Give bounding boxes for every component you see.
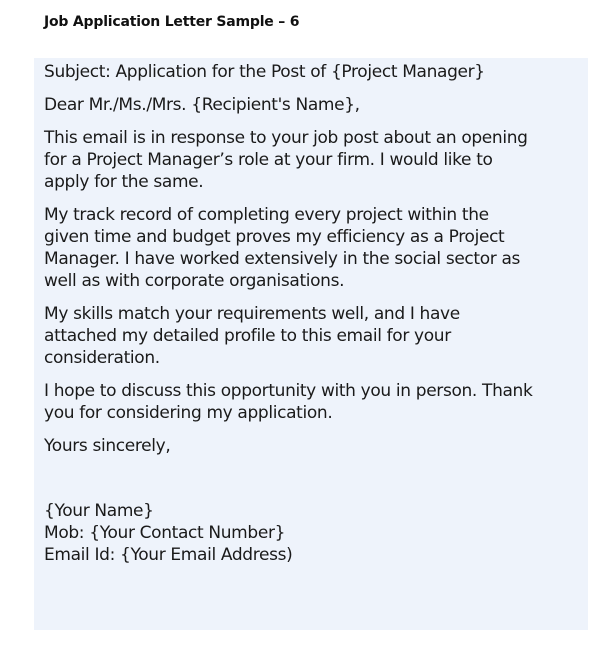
closing-line: Yours sincerely, <box>44 436 171 456</box>
paragraph-1 <box>44 127 584 193</box>
paragraph-2 <box>44 204 584 292</box>
paragraph-line: you for considering my application. <box>44 403 333 423</box>
salutation-line: Dear Mr./Ms./Mrs. {Recipient's Name}, <box>44 95 360 115</box>
subject-line: Subject: Application for the Post of {Project Manager} <box>44 62 485 82</box>
paragraph-line: Manager. I have worked extensively in the social sector as <box>44 249 521 269</box>
letter-closing <box>44 435 584 457</box>
signature-block <box>44 500 584 566</box>
paragraph-line: My skills match your requirements well, and I have <box>44 304 460 324</box>
paragraph-3 <box>44 303 584 369</box>
paragraph-line: attached my detailed profile to this email for your <box>44 326 451 346</box>
signature-mobile: Mob: {Your Contact Number} <box>44 523 286 543</box>
letter-body <box>44 61 584 566</box>
document-title: Job Application Letter Sample – 6 <box>44 14 300 30</box>
signature-name: {Your Name} <box>44 501 154 521</box>
paragraph-4 <box>44 380 584 424</box>
paragraph-line: consideration. <box>44 348 160 368</box>
paragraph-line: apply for the same. <box>44 172 204 192</box>
letter-salutation <box>44 94 584 116</box>
paragraph-line: I hope to discuss this opportunity with you in person. Thank <box>44 381 533 401</box>
paragraph-line: given time and budget proves my efficiency as a Project <box>44 227 505 247</box>
paragraph-line: well as with corporate organisations. <box>44 271 345 291</box>
signature-email: Email Id: {Your Email Address) <box>44 545 293 565</box>
letter-subject <box>44 61 584 83</box>
paragraph-line: for a Project Manager’s role at your firm. I would like to <box>44 150 493 170</box>
signature-gap <box>44 468 584 500</box>
paragraph-line: My track record of completing every project within the <box>44 205 489 225</box>
paragraph-line: This email is in response to your job post about an opening <box>44 128 528 148</box>
